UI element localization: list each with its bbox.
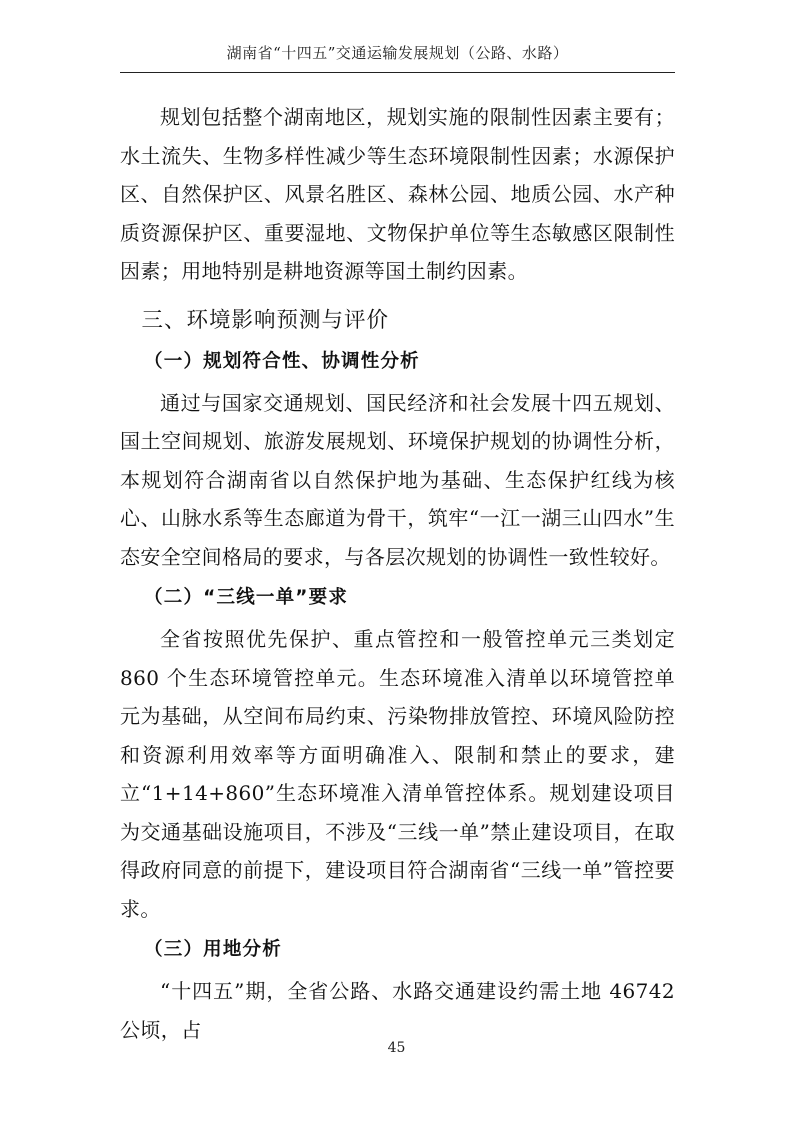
paragraph-three-lines: 全省按照优先保护、重点管控和一般管控单元三类划定 860 个生态环境管控单元。生态环境准入清单以环境管控单元为基础，从空间布局约束、污染物排放管控、环境风险防控和资源利用效率等方面明确准入、限制和禁止的要求，建立“1+14+860”生态环境准入清单管控体系。规划建设项目为交通基础设施项目，不涉及“三线一单”禁止建设项目，在取得政府同意的前提下，建设项目符合湖南省“三线一单”管控要求。: [120, 627, 675, 921]
section-title: 三、环境影响预测与评价: [141, 307, 390, 333]
subsection-title-conformity: （一）规划符合性、协调性分析: [144, 350, 420, 372]
page-body: [120, 98, 675, 1049]
intro-paragraph: 规划包括整个湖南地区，规划实施的限制性因素主要有；水土流失、生物多样性减少等生态环境限制性因素；水源保护区、自然保护区、风景名胜区、森林公园、地质公园、水产种质资源保护区、重要湿地、文物保护单位等生态敏感区限制性因素；用地特别是耕地资源等国土制约因素。: [120, 105, 675, 283]
running-header: 湖南省“十四五”交通运输发展规划（公路、水路）: [226, 44, 569, 62]
paragraph-land-use: “十四五”期，全省公路、水路交通建设约需土地 46742 公顷，占: [120, 979, 675, 1042]
subsection-title-three-lines: （二）“三线一单”要求: [144, 587, 349, 608]
subsection-title-land-use: （三）用地分析: [144, 939, 282, 960]
paragraph-conformity: 通过与国家交通规划、国民经济和社会发展十四五规划、国土空间规划、旅游发展规划、环境保护规划的协调性分析，本规划符合湖南省以自然保护地为基础、生态保护红线为核心、山脉水系等生态廊道为骨干，筑牢“一江一湖三山四水”生态安全空间格局的要求，与各层次规划的协调性一致性较好。: [120, 390, 675, 569]
header-divider: [120, 72, 675, 73]
page-number: 45: [387, 1040, 406, 1056]
